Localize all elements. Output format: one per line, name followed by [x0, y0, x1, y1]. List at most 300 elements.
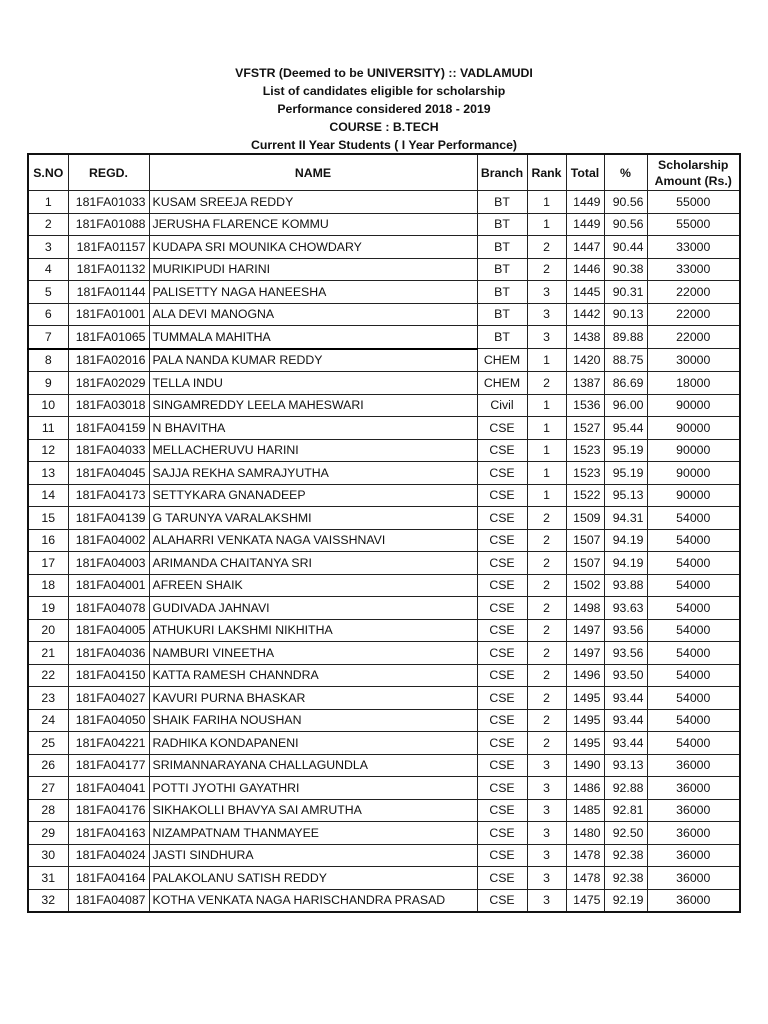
table-row: [28, 777, 740, 800]
cell-name: G TARUNYA VARALAKSHMI: [149, 507, 477, 530]
cell-sno: 5: [28, 281, 68, 304]
cell-rank: 2: [527, 529, 566, 552]
cell-branch: BT: [477, 281, 527, 304]
cell-total: 1445: [566, 281, 604, 304]
cell-rank: 1: [527, 484, 566, 507]
column-header-total: Total: [566, 154, 604, 191]
cell-rank: 2: [527, 642, 566, 665]
cell-name: NIZAMPATNAM THANMAYEE: [149, 822, 477, 845]
cell-rank: 2: [527, 732, 566, 755]
cell-name: PALISETTY NAGA HANEESHA: [149, 281, 477, 304]
cell-name: ARIMANDA CHAITANYA SRI: [149, 552, 477, 575]
cell-rank: 3: [527, 326, 566, 349]
cell-regd: 181FA04176: [68, 799, 149, 822]
cell-percent: 95.19: [604, 462, 647, 485]
cell-branch: CSE: [477, 619, 527, 642]
cell-name: MELLACHERUVU HARINI: [149, 439, 477, 462]
cell-rank: 2: [527, 552, 566, 575]
scholarship-table: [27, 153, 741, 913]
cell-rank: 1: [527, 439, 566, 462]
cell-rank: 3: [527, 281, 566, 304]
cell-branch: CSE: [477, 642, 527, 665]
table-row: [28, 552, 740, 575]
cell-rank: 2: [527, 687, 566, 710]
cell-total: 1523: [566, 462, 604, 485]
cell-name: GUDIVADA JAHNAVI: [149, 597, 477, 620]
cell-sno: 7: [28, 326, 68, 349]
cell-regd: 181FA04078: [68, 597, 149, 620]
cell-total: 1497: [566, 619, 604, 642]
cell-total: 1498: [566, 597, 604, 620]
table-row: [28, 439, 740, 462]
cell-regd: 181FA01001: [68, 303, 149, 326]
cell-total: 1449: [566, 213, 604, 236]
table-row: [28, 507, 740, 530]
table-row: [28, 258, 740, 281]
university-title: VFSTR (Deemed to be UNIVERSITY) :: VADLAMUDI: [235, 66, 533, 80]
table-row: [28, 484, 740, 507]
cell-amount: 90000: [647, 439, 740, 462]
cell-name: SETTYKARA GNANADEEP: [149, 484, 477, 507]
cell-total: 1446: [566, 258, 604, 281]
cell-regd: 181FA03018: [68, 394, 149, 417]
cell-amount: 90000: [647, 484, 740, 507]
cell-percent: 94.31: [604, 507, 647, 530]
cell-name: JASTI SINDHURA: [149, 844, 477, 867]
cell-sno: 12: [28, 439, 68, 462]
cell-percent: 93.13: [604, 754, 647, 777]
cell-total: 1447: [566, 236, 604, 259]
cell-branch: BT: [477, 258, 527, 281]
cell-regd: 181FA04033: [68, 439, 149, 462]
cell-regd: 181FA04164: [68, 867, 149, 890]
cell-total: 1478: [566, 844, 604, 867]
column-header-branch: Branch: [477, 154, 527, 191]
table-row: [28, 326, 740, 349]
cell-amount: 55000: [647, 213, 740, 236]
cell-sno: 21: [28, 642, 68, 665]
cell-percent: 93.44: [604, 732, 647, 755]
student-year-label: Current II Year Students ( I Year Performance): [250, 138, 518, 152]
cell-total: 1523: [566, 439, 604, 462]
table-row: [28, 191, 740, 214]
cell-total: 1496: [566, 664, 604, 687]
cell-sno: 9: [28, 372, 68, 395]
cell-branch: CSE: [477, 709, 527, 732]
cell-amount: 36000: [647, 867, 740, 890]
table-row: [28, 754, 740, 777]
table-row: [28, 303, 740, 326]
cell-regd: 181FA04045: [68, 462, 149, 485]
cell-sno: 23: [28, 687, 68, 710]
cell-regd: 181FA01157: [68, 236, 149, 259]
cell-sno: 18: [28, 574, 68, 597]
cell-sno: 15: [28, 507, 68, 530]
cell-amount: 36000: [647, 799, 740, 822]
cell-rank: 3: [527, 777, 566, 800]
cell-regd: 181FA04177: [68, 754, 149, 777]
cell-total: 1438: [566, 326, 604, 349]
cell-name: KUDAPA SRI MOUNIKA CHOWDARY: [149, 236, 477, 259]
cell-amount: 54000: [647, 507, 740, 530]
cell-percent: 90.38: [604, 258, 647, 281]
cell-amount: 22000: [647, 281, 740, 304]
cell-total: 1485: [566, 799, 604, 822]
cell-sno: 8: [28, 349, 68, 372]
table-row: [28, 236, 740, 259]
cell-sno: 6: [28, 303, 68, 326]
cell-sno: 32: [28, 889, 68, 912]
cell-branch: Civil: [477, 394, 527, 417]
cell-sno: 22: [28, 664, 68, 687]
cell-branch: CHEM: [477, 349, 527, 372]
cell-branch: CSE: [477, 417, 527, 440]
cell-sno: 27: [28, 777, 68, 800]
cell-percent: 95.19: [604, 439, 647, 462]
cell-amount: 33000: [647, 258, 740, 281]
cell-regd: 181FA04001: [68, 574, 149, 597]
cell-amount: 22000: [647, 326, 740, 349]
table-row: [28, 213, 740, 236]
cell-name: N BHAVITHA: [149, 417, 477, 440]
cell-name: NAMBURI VINEETHA: [149, 642, 477, 665]
cell-sno: 11: [28, 417, 68, 440]
cell-name: PALAKOLANU SATISH REDDY: [149, 867, 477, 890]
cell-name: SRIMANNARAYANA CHALLAGUNDLA: [149, 754, 477, 777]
cell-rank: 3: [527, 822, 566, 845]
cell-name: ATHUKURI LAKSHMI NIKHITHA: [149, 619, 477, 642]
table-row: [28, 709, 740, 732]
cell-name: KAVURI PURNA BHASKAR: [149, 687, 477, 710]
cell-branch: BT: [477, 191, 527, 214]
cell-branch: CSE: [477, 484, 527, 507]
table-row: [28, 281, 740, 304]
cell-regd: 181FA04150: [68, 664, 149, 687]
cell-sno: 2: [28, 213, 68, 236]
table-row: [28, 462, 740, 485]
cell-name: ALA DEVI MANOGNA: [149, 303, 477, 326]
cell-sno: 26: [28, 754, 68, 777]
cell-amount: 54000: [647, 597, 740, 620]
list-title: List of candidates eligible for scholarship: [262, 84, 506, 98]
cell-sno: 19: [28, 597, 68, 620]
cell-total: 1420: [566, 349, 604, 372]
cell-percent: 93.50: [604, 664, 647, 687]
cell-amount: 36000: [647, 754, 740, 777]
cell-rank: 2: [527, 574, 566, 597]
cell-percent: 93.44: [604, 687, 647, 710]
cell-regd: 181FA04027: [68, 687, 149, 710]
cell-regd: 181FA04005: [68, 619, 149, 642]
cell-branch: CSE: [477, 687, 527, 710]
cell-rank: 3: [527, 889, 566, 912]
cell-branch: CSE: [477, 574, 527, 597]
document-header: [0, 64, 768, 154]
cell-regd: 181FA04024: [68, 844, 149, 867]
cell-amount: 36000: [647, 889, 740, 912]
cell-name: JERUSHA FLARENCE KOMMU: [149, 213, 477, 236]
cell-percent: 94.19: [604, 529, 647, 552]
cell-regd: 181FA04163: [68, 822, 149, 845]
cell-percent: 92.81: [604, 799, 647, 822]
cell-total: 1495: [566, 687, 604, 710]
cell-total: 1536: [566, 394, 604, 417]
cell-amount: 36000: [647, 777, 740, 800]
column-header-sno: S.NO: [28, 154, 68, 191]
cell-amount: 55000: [647, 191, 740, 214]
table-row: [28, 687, 740, 710]
cell-sno: 4: [28, 258, 68, 281]
cell-rank: 1: [527, 191, 566, 214]
cell-name: ALAHARRI VENKATA NAGA VAISSHNAVI: [149, 529, 477, 552]
cell-name: KOTHA VENKATA NAGA HARISCHANDRA PRASAD: [149, 889, 477, 912]
column-header-rank: Rank: [527, 154, 566, 191]
cell-sno: 1: [28, 191, 68, 214]
table-row: [28, 822, 740, 845]
cell-percent: 95.44: [604, 417, 647, 440]
cell-rank: 3: [527, 867, 566, 890]
cell-name: KUSAM SREEJA REDDY: [149, 191, 477, 214]
performance-period: Performance considered 2018 - 2019: [277, 102, 491, 116]
cell-name: MURIKIPUDI HARINI: [149, 258, 477, 281]
cell-regd: 181FA04087: [68, 889, 149, 912]
cell-total: 1478: [566, 867, 604, 890]
cell-branch: BT: [477, 303, 527, 326]
table-row: [28, 597, 740, 620]
cell-rank: 3: [527, 303, 566, 326]
table-row: [28, 574, 740, 597]
cell-sno: 10: [28, 394, 68, 417]
cell-amount: 54000: [647, 529, 740, 552]
cell-total: 1522: [566, 484, 604, 507]
cell-percent: 92.19: [604, 889, 647, 912]
cell-sno: 25: [28, 732, 68, 755]
cell-sno: 13: [28, 462, 68, 485]
table-row: [28, 349, 740, 372]
cell-percent: 92.88: [604, 777, 647, 800]
cell-regd: 181FA04221: [68, 732, 149, 755]
cell-amount: 54000: [647, 687, 740, 710]
table-header-row: [28, 154, 740, 191]
table-row: [28, 799, 740, 822]
cell-branch: CSE: [477, 822, 527, 845]
table-row: [28, 844, 740, 867]
cell-percent: 92.38: [604, 844, 647, 867]
cell-regd: 181FA01132: [68, 258, 149, 281]
cell-total: 1507: [566, 529, 604, 552]
cell-rank: 2: [527, 709, 566, 732]
column-header-regd: REGD.: [68, 154, 149, 191]
cell-branch: CSE: [477, 507, 527, 530]
cell-branch: CSE: [477, 462, 527, 485]
cell-percent: 93.56: [604, 619, 647, 642]
cell-sno: 24: [28, 709, 68, 732]
cell-regd: 181FA01144: [68, 281, 149, 304]
table-row: [28, 867, 740, 890]
cell-rank: 2: [527, 597, 566, 620]
cell-amount: 90000: [647, 394, 740, 417]
cell-percent: 86.69: [604, 372, 647, 395]
cell-sno: 17: [28, 552, 68, 575]
cell-amount: 54000: [647, 574, 740, 597]
cell-name: PALA NANDA KUMAR REDDY: [149, 349, 477, 372]
cell-rank: 2: [527, 372, 566, 395]
cell-name: KATTA RAMESH CHANNDRA: [149, 664, 477, 687]
cell-branch: CSE: [477, 552, 527, 575]
cell-regd: 181FA04139: [68, 507, 149, 530]
cell-sno: 30: [28, 844, 68, 867]
course-label: COURSE : B.TECH: [329, 120, 439, 134]
cell-percent: 90.56: [604, 191, 647, 214]
cell-total: 1502: [566, 574, 604, 597]
cell-name: SHAIK FARIHA NOUSHAN: [149, 709, 477, 732]
cell-regd: 181FA04159: [68, 417, 149, 440]
cell-name: RADHIKA KONDAPANENI: [149, 732, 477, 755]
cell-percent: 90.56: [604, 213, 647, 236]
cell-amount: 33000: [647, 236, 740, 259]
cell-rank: 1: [527, 394, 566, 417]
column-header-percent: %: [604, 154, 647, 191]
cell-total: 1449: [566, 191, 604, 214]
cell-percent: 92.50: [604, 822, 647, 845]
cell-regd: 181FA04050: [68, 709, 149, 732]
cell-total: 1495: [566, 709, 604, 732]
cell-name: SINGAMREDDY LEELA MAHESWARI: [149, 394, 477, 417]
table-row: [28, 889, 740, 912]
amount-header-line2: Amount (Rs.): [654, 173, 732, 188]
table-row: [28, 619, 740, 642]
cell-percent: 89.88: [604, 326, 647, 349]
cell-amount: 54000: [647, 642, 740, 665]
cell-branch: CSE: [477, 777, 527, 800]
table-row: [28, 732, 740, 755]
cell-regd: 181FA01088: [68, 213, 149, 236]
column-header-amount: [647, 154, 740, 191]
cell-percent: 96.00: [604, 394, 647, 417]
cell-amount: 54000: [647, 709, 740, 732]
cell-branch: BT: [477, 213, 527, 236]
cell-regd: 181FA04036: [68, 642, 149, 665]
cell-total: 1480: [566, 822, 604, 845]
cell-rank: 2: [527, 619, 566, 642]
cell-percent: 88.75: [604, 349, 647, 372]
cell-sno: 16: [28, 529, 68, 552]
cell-rank: 2: [527, 258, 566, 281]
cell-rank: 1: [527, 213, 566, 236]
cell-percent: 90.13: [604, 303, 647, 326]
cell-name: AFREEN SHAIK: [149, 574, 477, 597]
table-row: [28, 642, 740, 665]
cell-percent: 95.13: [604, 484, 647, 507]
cell-regd: 181FA04173: [68, 484, 149, 507]
cell-total: 1442: [566, 303, 604, 326]
cell-amount: 30000: [647, 349, 740, 372]
cell-amount: 90000: [647, 417, 740, 440]
cell-branch: CSE: [477, 754, 527, 777]
cell-branch: CSE: [477, 867, 527, 890]
cell-regd: 181FA02016: [68, 349, 149, 372]
cell-amount: 54000: [647, 732, 740, 755]
cell-name: POTTI JYOTHI GAYATHRI: [149, 777, 477, 800]
cell-total: 1509: [566, 507, 604, 530]
cell-sno: 14: [28, 484, 68, 507]
cell-percent: 90.44: [604, 236, 647, 259]
cell-total: 1497: [566, 642, 604, 665]
cell-rank: 2: [527, 664, 566, 687]
table-row: [28, 529, 740, 552]
cell-branch: CSE: [477, 439, 527, 462]
cell-name: TUMMALA MAHITHA: [149, 326, 477, 349]
table-row: [28, 664, 740, 687]
table-row: [28, 372, 740, 395]
cell-regd: 181FA01033: [68, 191, 149, 214]
cell-percent: 93.63: [604, 597, 647, 620]
cell-sno: 31: [28, 867, 68, 890]
cell-percent: 93.88: [604, 574, 647, 597]
cell-branch: BT: [477, 236, 527, 259]
cell-percent: 90.31: [604, 281, 647, 304]
cell-branch: CSE: [477, 889, 527, 912]
cell-amount: 22000: [647, 303, 740, 326]
cell-rank: 1: [527, 462, 566, 485]
cell-regd: 181FA04002: [68, 529, 149, 552]
cell-branch: CSE: [477, 664, 527, 687]
cell-percent: 92.38: [604, 867, 647, 890]
cell-branch: CSE: [477, 799, 527, 822]
table-row: [28, 394, 740, 417]
cell-regd: 181FA02029: [68, 372, 149, 395]
cell-percent: 94.19: [604, 552, 647, 575]
cell-sno: 20: [28, 619, 68, 642]
cell-branch: BT: [477, 326, 527, 349]
cell-sno: 28: [28, 799, 68, 822]
cell-total: 1486: [566, 777, 604, 800]
cell-rank: 1: [527, 349, 566, 372]
cell-name: SAJJA REKHA SAMRAJYUTHA: [149, 462, 477, 485]
cell-amount: 36000: [647, 844, 740, 867]
cell-rank: 3: [527, 799, 566, 822]
cell-rank: 2: [527, 236, 566, 259]
cell-regd: 181FA01065: [68, 326, 149, 349]
cell-amount: 36000: [647, 822, 740, 845]
cell-branch: CHEM: [477, 372, 527, 395]
cell-total: 1495: [566, 732, 604, 755]
cell-name: SIKHAKOLLI BHAVYA SAI AMRUTHA: [149, 799, 477, 822]
cell-rank: 3: [527, 754, 566, 777]
cell-amount: 18000: [647, 372, 740, 395]
cell-percent: 93.56: [604, 642, 647, 665]
cell-sno: 3: [28, 236, 68, 259]
cell-amount: 90000: [647, 462, 740, 485]
cell-name: TELLA INDU: [149, 372, 477, 395]
cell-rank: 1: [527, 417, 566, 440]
table-row: [28, 417, 740, 440]
cell-branch: CSE: [477, 529, 527, 552]
cell-branch: CSE: [477, 844, 527, 867]
column-header-name: NAME: [149, 154, 477, 191]
cell-total: 1475: [566, 889, 604, 912]
cell-amount: 54000: [647, 619, 740, 642]
cell-total: 1527: [566, 417, 604, 440]
cell-total: 1387: [566, 372, 604, 395]
amount-header-line1: Scholarship: [658, 157, 729, 172]
cell-total: 1507: [566, 552, 604, 575]
cell-percent: 93.44: [604, 709, 647, 732]
cell-rank: 2: [527, 507, 566, 530]
cell-rank: 3: [527, 844, 566, 867]
cell-sno: 29: [28, 822, 68, 845]
cell-branch: CSE: [477, 732, 527, 755]
